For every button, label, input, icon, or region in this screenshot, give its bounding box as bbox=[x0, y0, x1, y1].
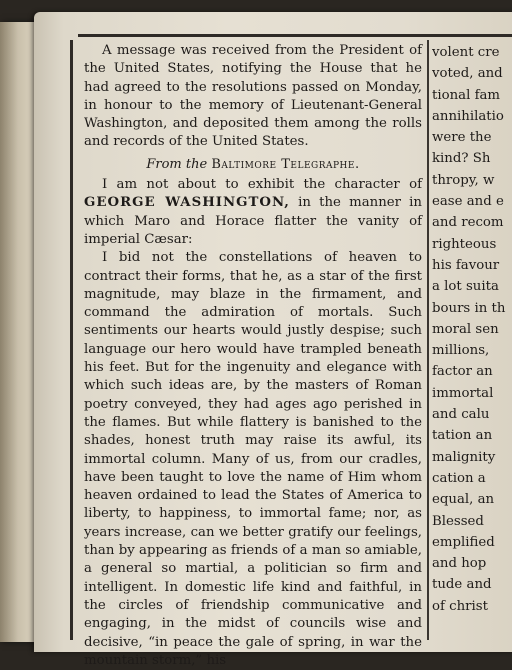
right-column-line: Blessed bbox=[432, 513, 484, 529]
right-column-line: volent cre bbox=[432, 45, 500, 60]
right-column-line: were the bbox=[432, 130, 492, 146]
right-column-line: millions, bbox=[432, 343, 490, 359]
right-column-line: cation a bbox=[432, 470, 486, 486]
right-column-line: and hop bbox=[432, 556, 487, 572]
right-column-line: his favour bbox=[432, 257, 500, 273]
right-column-line: equal, an bbox=[432, 492, 495, 508]
congress-paragraph: A message was received from the President of the United States, notifying the House that he had agreed to the resolutions passed on Monday, in honour to the memory of Lieutenant-General Washington, and deposited them among the rolls and records of the United States. bbox=[84, 43, 422, 150]
column-divider bbox=[427, 40, 429, 640]
right-column-line: thropy, w bbox=[432, 172, 495, 188]
right-column-line: tional fam bbox=[432, 87, 501, 103]
top-rule bbox=[78, 34, 512, 37]
right-column-line: malignity bbox=[432, 449, 496, 465]
right-column-line: moral sen bbox=[432, 321, 499, 337]
heading-source: Baltimore Telegraphe. bbox=[211, 156, 360, 172]
intro-rest: in the manner in which Maro and Horace flatter the vanity of imperial Cæsar: bbox=[84, 195, 423, 247]
right-column-line: and calu bbox=[432, 407, 490, 423]
intro-start: I am not about to exhibit the character of bbox=[102, 177, 422, 193]
right-column-line: annihilatio bbox=[432, 108, 504, 124]
washington-name: GEORGE WASHINGTON, bbox=[84, 195, 290, 211]
intro-paragraph bbox=[84, 176, 422, 249]
right-column-line: kind? Sh bbox=[432, 151, 491, 167]
body-paragraph: I bid not the constellations of heaven to contract their forms, that he, as a star of the first magnitude, may blaze in the firmament, and command the admiration of mortals. Such sentiments our hearts would justly despise; such language our hero would have trampled beneath his feet. But for the ingenuity and elegance with which such ideas are, by the masters of Roman poetry conveyed, they had ages ago perished in the flames. But while flattery is banished to the shades, honest truth may raise its awful, its immortal column. Many of us, from our cradles, have been taught to love the name of Him whom heaven ordained to lead the States of America to liberty, to happiness, to immortal fame; nor, as years increase, can we better gratify our feelings, than by appearing as friends of a man so amiable, a general so martial, a politician so firm and intelligent. In domestic life kind and faithful, in the circles of friendship communicative and engaging, in the midst of councils wise and decisive, “in peace the gale of spring, in war the mountain storm,” his bbox=[84, 250, 422, 668]
right-column-line: and recom bbox=[432, 215, 504, 231]
right-column-line: emplified bbox=[432, 534, 495, 550]
right-column-line: immortal bbox=[432, 385, 494, 401]
right-column-line: tation an bbox=[432, 428, 493, 444]
right-column-line: ease and e bbox=[432, 194, 504, 210]
right-column-line: righteous bbox=[432, 236, 497, 252]
heading-prefix: From the bbox=[146, 156, 208, 172]
left-column-rule bbox=[70, 40, 73, 640]
right-column bbox=[432, 42, 512, 617]
main-column bbox=[84, 42, 422, 670]
right-column-line: factor an bbox=[432, 364, 493, 380]
right-column-line: voted, and bbox=[432, 66, 503, 82]
right-column-line: of christ bbox=[432, 598, 488, 614]
right-column-line: a lot suita bbox=[432, 279, 499, 295]
right-column-line: tude and bbox=[432, 577, 492, 593]
source-heading bbox=[84, 156, 422, 174]
right-column-line: bours in th bbox=[432, 300, 506, 316]
